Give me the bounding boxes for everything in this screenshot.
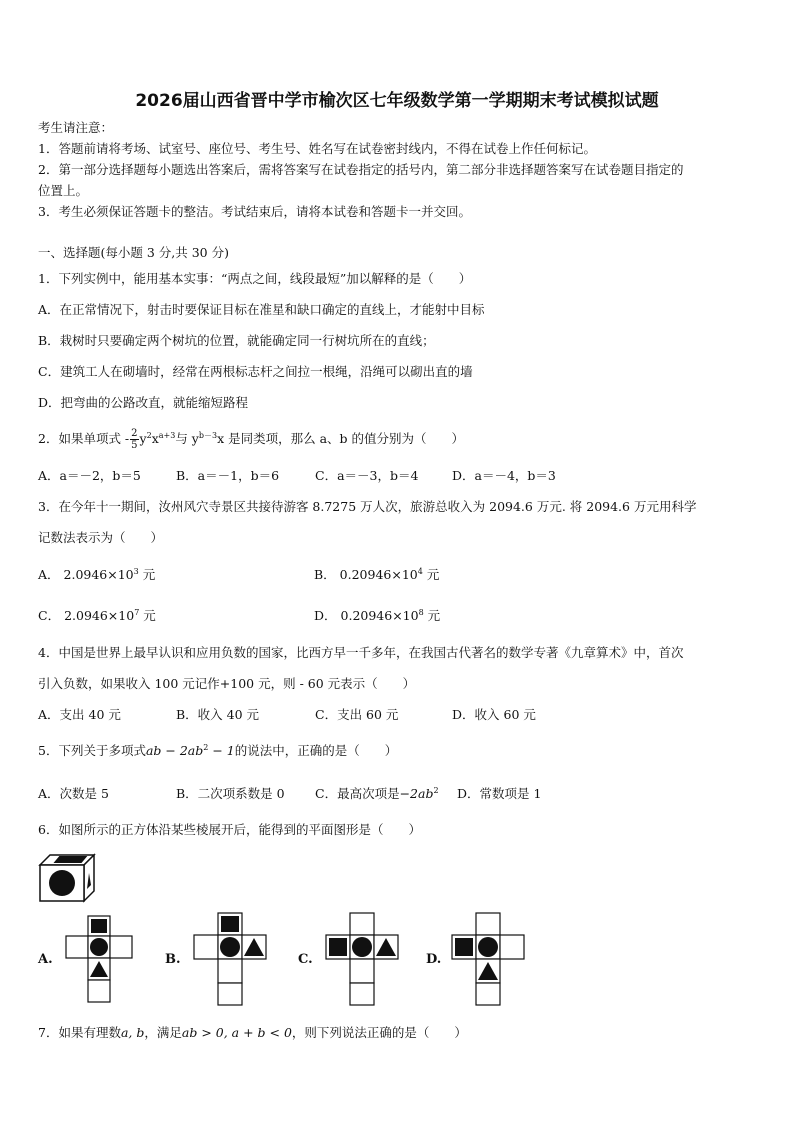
q3-b-value: 0.20946×10 bbox=[339, 567, 418, 582]
q3-option-a bbox=[38, 567, 155, 583]
q5-poly-a: ab − 2ab bbox=[145, 743, 204, 758]
q3-a-unit: 元 bbox=[138, 567, 156, 582]
q5-poly-exp: 2 bbox=[203, 742, 209, 752]
q2-option-a: A．a＝－2，b＝5 bbox=[38, 468, 141, 483]
q7-mid: ，满足 bbox=[144, 1025, 182, 1040]
notice-item-3: 3．考生必须保证答题卡的整洁。考试结束后，请将本试卷和答题卡一并交回。 bbox=[38, 204, 471, 219]
section-heading: 一、选择题(每小题 3 分,共 30 分) bbox=[38, 245, 229, 260]
q2-prefix: 2．如果单项式 - bbox=[38, 431, 130, 446]
q5-stem bbox=[38, 743, 397, 759]
q3-b-label: B． bbox=[314, 567, 336, 582]
q5-option-a: A．次数是 5 bbox=[38, 786, 109, 801]
q5-option-c bbox=[315, 786, 439, 802]
q6-option-b-label: B. bbox=[165, 952, 181, 967]
q5-option-d: D．常数项是 1 bbox=[457, 786, 542, 801]
q1-option-b: B．栽树时只要确定两个树坑的位置，就能确定同一行树坑所在的直线； bbox=[38, 333, 435, 348]
q3-d-unit: 元 bbox=[423, 608, 441, 623]
notice-item-1: 1．答题前请将考场、试室号、座位号、考生号、姓名写在试卷密封线内，不得在试卷上作任何标记。 bbox=[38, 141, 596, 156]
q4-option-c: C．支出 60 元 bbox=[315, 707, 399, 722]
q4-stem-1: 4．中国是世界上最早认识和应用负数的国家，比西方早一千多年，在我国古代著名的数学专著《九章算术》中，首次 bbox=[38, 645, 684, 660]
q6-stem: 6．如图所示的正方体沿某些棱展开后，能得到的平面图形是（ ） bbox=[38, 822, 421, 837]
q3-d-value: 0.20946×10 bbox=[340, 608, 419, 623]
q1-option-c: C．建筑工人在砌墙时，经常在两根标志杆之间拉一根绳，沿绳可以砌出直的墙 bbox=[38, 364, 473, 379]
q3-c-label: C． bbox=[38, 608, 61, 623]
q3-b-unit: 元 bbox=[422, 567, 440, 582]
q2-option-d: D．a＝－4，b＝3 bbox=[452, 468, 556, 483]
q5-c-exp: 2 bbox=[433, 785, 439, 795]
q4-option-d: D．收入 60 元 bbox=[452, 707, 536, 722]
q4-stem-2: 引入负数，如果收入 100 元记作+100 元，则 - 60 元表示（ ） bbox=[38, 676, 416, 691]
q3-stem-2: 记数法表示为（ ） bbox=[38, 530, 164, 545]
q6-option-a-label: A. bbox=[38, 952, 53, 967]
q3-d-exp: 8 bbox=[418, 607, 424, 617]
q3-stem-1: 3．在今年十一期间，汝州风穴寺景区共接待游客 8.7275 万人次，旅游总收入为 2094.6 万元. 将 2094.6 万元用科学 bbox=[38, 499, 697, 514]
q5-option-b: B．二次项系数是 0 bbox=[176, 786, 285, 801]
q2-tail: x 是同类项，那么 a、b 的值分别为（ ） bbox=[217, 431, 465, 446]
q3-option-c bbox=[38, 608, 156, 624]
q2-mono1-exp2: a+3 bbox=[158, 430, 176, 440]
q3-option-d bbox=[314, 608, 440, 624]
q2-option-c: C．a＝－3，b＝4 bbox=[315, 468, 419, 483]
q2-fraction bbox=[130, 428, 138, 451]
exam-title: 2026届山西省晋中学市榆次区七年级数学第一学期期末考试模拟试题 bbox=[135, 91, 659, 111]
q7-suffix: ，则下列说法正确的是（ ） bbox=[291, 1025, 467, 1040]
q2-option-b: B．a＝－1，b＝6 bbox=[176, 468, 280, 483]
q3-option-b bbox=[314, 567, 439, 583]
q2-fraction-numerator: 2 bbox=[131, 428, 138, 439]
q2-mono1-base: y bbox=[139, 431, 147, 446]
q7-prefix: 7．如果有理数 bbox=[38, 1025, 121, 1040]
q2-mono1-exp1: 2 bbox=[146, 430, 152, 440]
q3-b-exp: 4 bbox=[417, 566, 423, 576]
q5-c-prefix: C．最高次项是 bbox=[315, 786, 400, 801]
q7-condition: ab > 0, a + b < 0 bbox=[181, 1025, 292, 1040]
q2-mono1-x: x bbox=[151, 431, 159, 446]
notice-item-2-cont: 位置上。 bbox=[38, 183, 89, 198]
cube-figure bbox=[38, 853, 96, 903]
q4-option-a: A．支出 40 元 bbox=[38, 707, 121, 722]
net-c bbox=[322, 911, 406, 1007]
q3-c-unit: 元 bbox=[139, 608, 156, 623]
q5-poly-b: − 1 bbox=[208, 743, 235, 758]
q2-fraction-denominator: 5 bbox=[131, 440, 138, 451]
q6-option-c-label: C. bbox=[298, 952, 313, 967]
notice-item-2: 2．第一部分选择题每小题选出答案后，需将答案写在试卷指定的括号内，第二部分非选择题答案写在试卷题目指定的 bbox=[38, 162, 684, 177]
q5-prefix: 5．下列关于多项式 bbox=[38, 743, 146, 758]
q1-option-d: D．把弯曲的公路改直，就能缩短路程 bbox=[38, 395, 249, 410]
q5-c-math: −2ab bbox=[399, 786, 434, 801]
q3-c-exp: 7 bbox=[134, 607, 140, 617]
q3-a-label: A． bbox=[38, 567, 60, 582]
net-a bbox=[62, 915, 136, 1003]
q7-stem bbox=[38, 1025, 467, 1041]
q3-c-value: 2.0946×10 bbox=[64, 608, 135, 623]
q2-mono2-exp: b－3 bbox=[198, 430, 218, 440]
net-d bbox=[448, 911, 532, 1007]
q3-d-label: D． bbox=[314, 608, 337, 623]
q6-option-d-label: D. bbox=[426, 952, 442, 967]
q7-vars: a, b bbox=[120, 1025, 145, 1040]
q3-a-value: 2.0946×10 bbox=[63, 567, 134, 582]
q2-stem bbox=[38, 428, 464, 451]
q1-option-a: A．在正常情况下，射击时要保证目标在准星和缺口确定的直线上，才能射中目标 bbox=[38, 302, 485, 317]
q3-a-exp: 3 bbox=[133, 566, 139, 576]
q4-option-b: B．收入 40 元 bbox=[176, 707, 260, 722]
notice-heading: 考生请注意： bbox=[38, 120, 114, 135]
q2-mid: 与 y bbox=[175, 431, 199, 446]
q5-suffix: 的说法中，正确的是（ ） bbox=[234, 743, 398, 758]
net-b bbox=[188, 911, 272, 1007]
q1-stem: 1．下列实例中，能用基本实事：“两点之间，线段最短”加以解释的是（ ） bbox=[38, 271, 472, 286]
